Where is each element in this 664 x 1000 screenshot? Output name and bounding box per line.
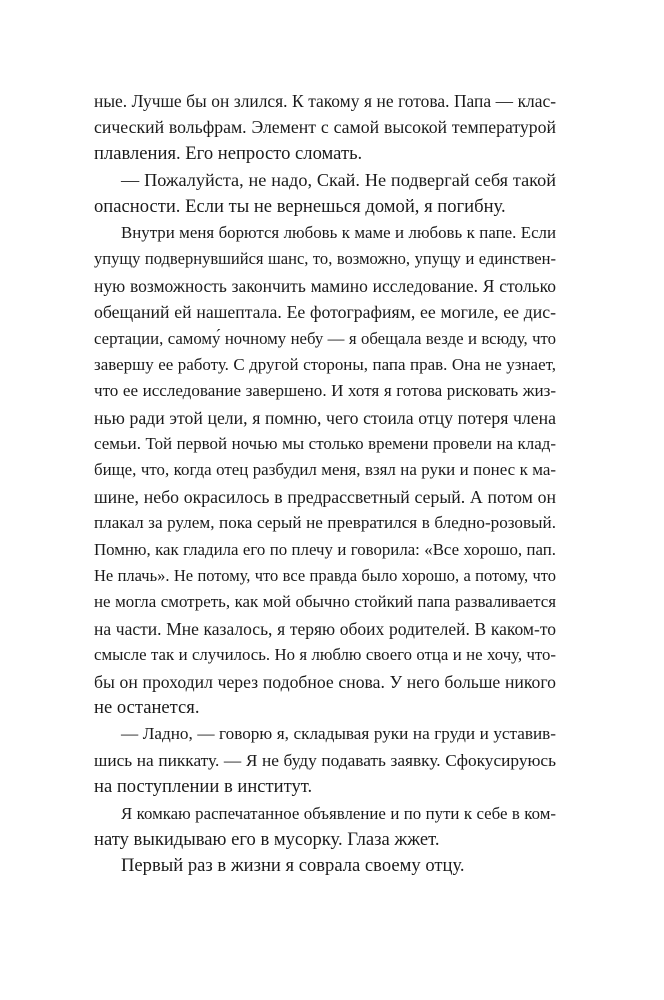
text-line: ные. Лучше бы он злился. К такому я не готова. Папа — клас- bbox=[94, 91, 556, 111]
text-line: нью ради этой цели, я помню, чего стоила отцу потеря члена bbox=[94, 407, 556, 428]
text-line: плавления. Его непросто сломать. bbox=[94, 142, 363, 164]
text-line: бище, что, когда отец разбудил меня, взял на руки и понес к ма- bbox=[94, 460, 556, 480]
text-line: ную возможность закончить мамино исследование. Я столько bbox=[94, 275, 556, 296]
text-line: Не плачь». Не потому, что все правда было хорошо, а потому, что bbox=[94, 566, 556, 586]
text-line: сический вольфрам. Элемент с самой высокой температурой bbox=[94, 117, 556, 138]
text-line: не могла смотреть, как мой обычно стойкий папа разваливается bbox=[94, 592, 556, 612]
text-line: на части. Мне казалось, я теряю обоих родителей. В каком-то bbox=[94, 618, 556, 639]
text-line: Внутри меня борются любовь к маме и любовь к папе. Если bbox=[121, 222, 556, 242]
text-line: семьи. Той первой ночью мы столько времени провели на клад- bbox=[94, 434, 556, 454]
text-line: бы он проходил через подобное снова. У него больше никого bbox=[94, 671, 556, 692]
text-line: опасности. Если ты не вернешься домой, я погибну. bbox=[94, 195, 506, 217]
text-line: сертации, самому́ ночному небу — я обещала везде и всюду, что bbox=[94, 328, 556, 348]
text-line: Первый раз в жизни я соврала своему отцу. bbox=[121, 855, 465, 877]
page-body-text bbox=[94, 88, 556, 880]
text-line: — Пожалуйста, не надо, Скай. Не подвергай себя такой bbox=[121, 170, 556, 191]
text-line: нату выкидываю его в мусорку. Глаза жжет. bbox=[94, 828, 440, 850]
text-line: — Ладно, — говорю я, складывая руки на груди и уставив- bbox=[121, 724, 556, 744]
text-line: смысле так и случилось. Но я люблю своего отца и не хочу, что- bbox=[94, 645, 556, 665]
text-line: шись на пиккату. — Я не буду подавать заявку. Сфокусируюсь bbox=[94, 750, 556, 770]
text-line: шине, небо окрасилось в предрассветный серый. А потом он bbox=[94, 486, 556, 507]
text-line: упущу подвернувшийся шанс, то, возможно, упущу и единствен- bbox=[94, 249, 556, 269]
text-line: Я комкаю распечатанное объявление и по пути к себе в ком- bbox=[121, 803, 556, 823]
text-line: Помню, как гладила его по плечу и говорила: «Все хорошо, пап. bbox=[94, 539, 556, 559]
text-line: не останется. bbox=[94, 696, 200, 718]
text-line: завершу ее работу. С другой стороны, папа прав. Она не узнает, bbox=[94, 354, 556, 374]
text-line: на поступлении в институт. bbox=[94, 776, 313, 798]
text-line: плакал за рулем, пока серый не превратился в бледно-розовый. bbox=[94, 513, 556, 533]
text-line: что ее исследование завершено. И хотя я готова рисковать жиз- bbox=[94, 381, 556, 401]
text-line: обещаний ей нашептала. Ее фотографиям, ее могиле, ее дис- bbox=[94, 302, 556, 323]
